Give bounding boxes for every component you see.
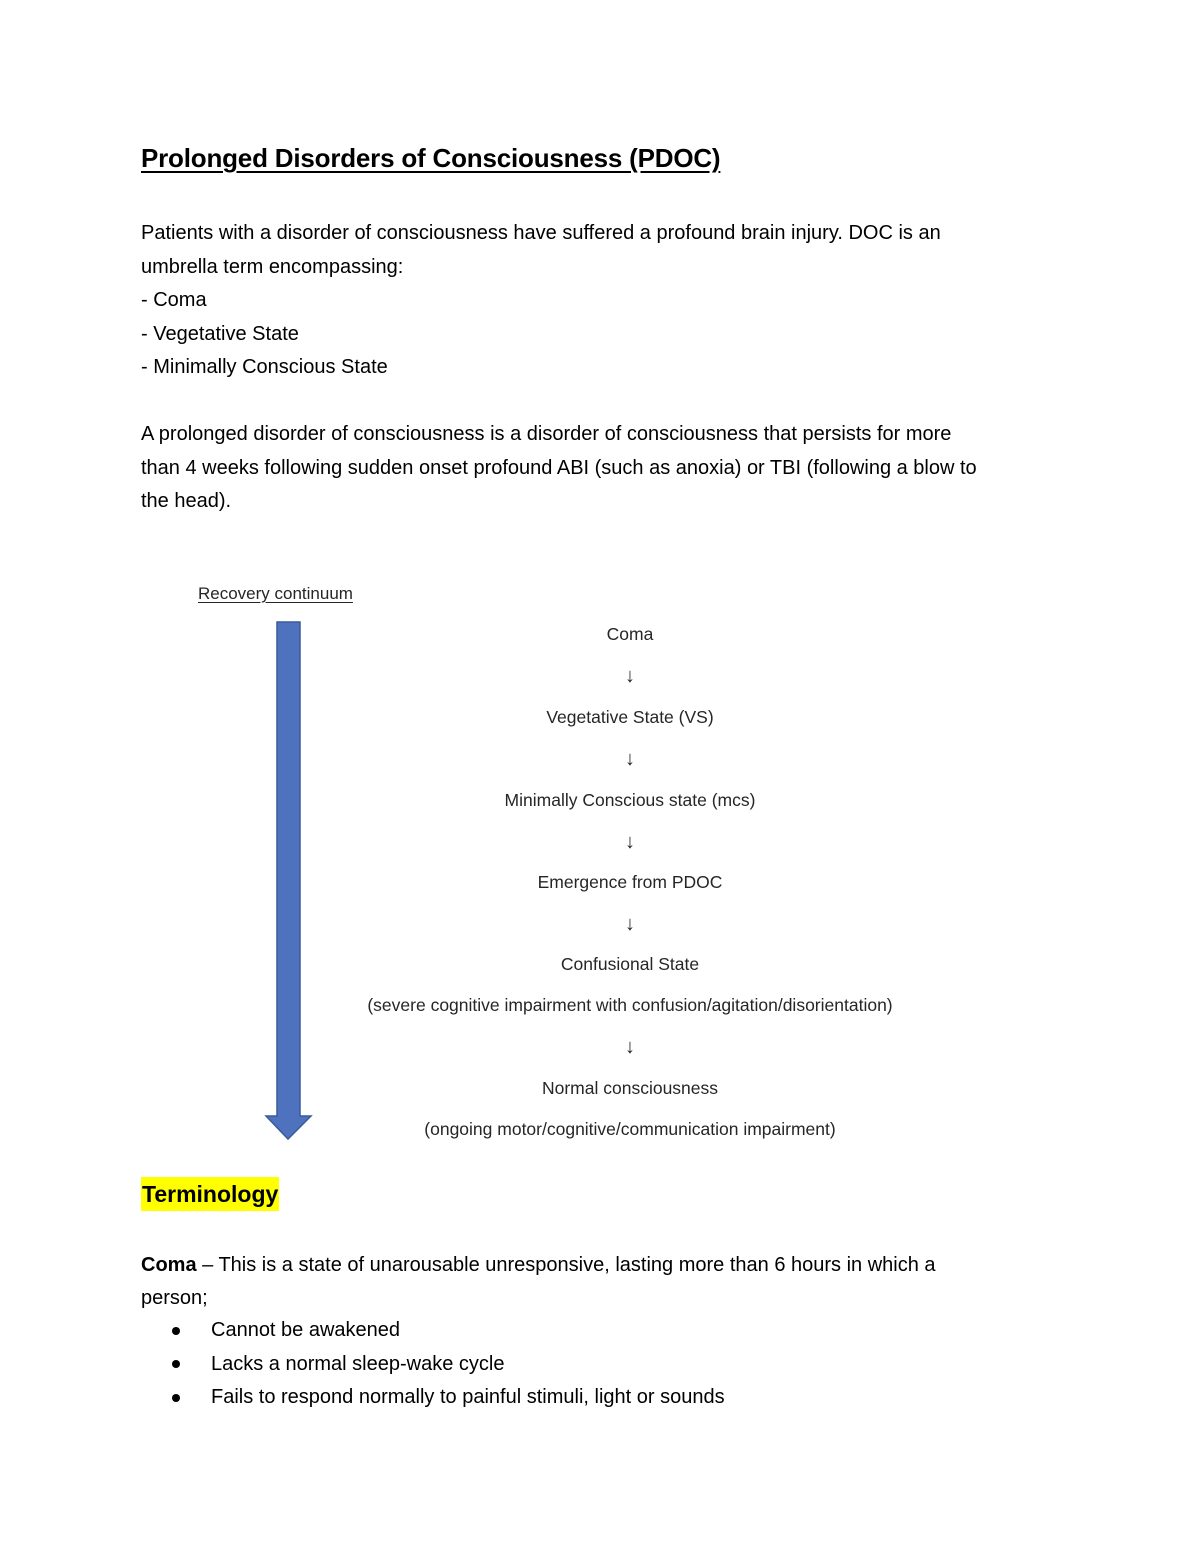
intro-paragraph: [141, 217, 1061, 385]
flow-arrow-icon: ↓: [625, 913, 635, 935]
step-confusional-state: Confusional State: [560, 954, 700, 974]
flow-arrow-icon: ↓: [625, 831, 635, 853]
flow-arrow-icon: ↓: [625, 665, 635, 687]
coma-definition-line-1: [141, 1249, 1061, 1282]
list-item-text: Lacks a normal sleep-wake cycle: [211, 1352, 505, 1375]
intro-list-item-vegetative: - Vegetative State: [141, 322, 299, 345]
down-arrow-icon: [262, 618, 314, 1144]
intro-line-1: Patients with a disorder of consciousness have suffered a profound brain injury. DOC is an: [141, 222, 941, 244]
step-confusional-note: (severe cognitive impairment with confusion/agitation/disorientation): [367, 995, 893, 1015]
coma-definition-line-2: person;: [141, 1287, 208, 1309]
bullet-icon: [172, 1394, 180, 1402]
coma-criteria-list: [172, 1314, 725, 1415]
terminology-heading: Terminology: [141, 1177, 279, 1211]
definition-line-3: the head).: [141, 490, 232, 512]
bullet-icon: [172, 1360, 180, 1368]
step-coma: Coma: [606, 624, 654, 644]
step-normal-note: (ongoing motor/cognitive/communication impairment): [424, 1119, 836, 1139]
step-normal-consciousness: Normal consciousness: [541, 1078, 719, 1098]
intro-line-2: umbrella term encompassing:: [141, 255, 404, 278]
coma-term: Coma: [141, 1254, 197, 1276]
step-minimally-conscious: Minimally Conscious state (mcs): [504, 790, 756, 810]
coma-definition: [141, 1249, 1061, 1315]
list-item: [172, 1381, 725, 1415]
page-title: Prolonged Disorders of Consciousness (PDOC): [141, 143, 721, 173]
step-vegetative-state: Vegetative State (VS): [546, 707, 714, 727]
intro-list-item-coma: - Coma: [141, 289, 207, 311]
list-item: [172, 1348, 725, 1382]
intro-list-item-minimally-conscious: - Minimally Conscious State: [141, 356, 388, 378]
flow-arrow-icon: ↓: [625, 748, 635, 770]
list-item: [172, 1314, 725, 1348]
coma-definition-text: – This is a state of unarousable unresponsive, lasting more than 6 hours in which a: [196, 1254, 936, 1276]
list-item-text: Fails to respond normally to painful stimuli, light or sounds: [211, 1386, 725, 1408]
list-item-text: Cannot be awakened: [211, 1319, 401, 1341]
recovery-continuum-label: Recovery continuum: [198, 584, 353, 603]
definition-line-1: A prolonged disorder of consciousness is a disorder of consciousness that persists for more: [141, 423, 952, 445]
pdoc-definition-paragraph: [141, 418, 1061, 519]
flow-arrow-icon: ↓: [625, 1036, 635, 1058]
definition-line-2: than 4 weeks following sudden onset profound ABI (such as anoxia) or TBI (following a blow to: [141, 456, 977, 479]
step-emergence: Emergence from PDOC: [537, 872, 723, 892]
bullet-icon: [172, 1327, 180, 1335]
